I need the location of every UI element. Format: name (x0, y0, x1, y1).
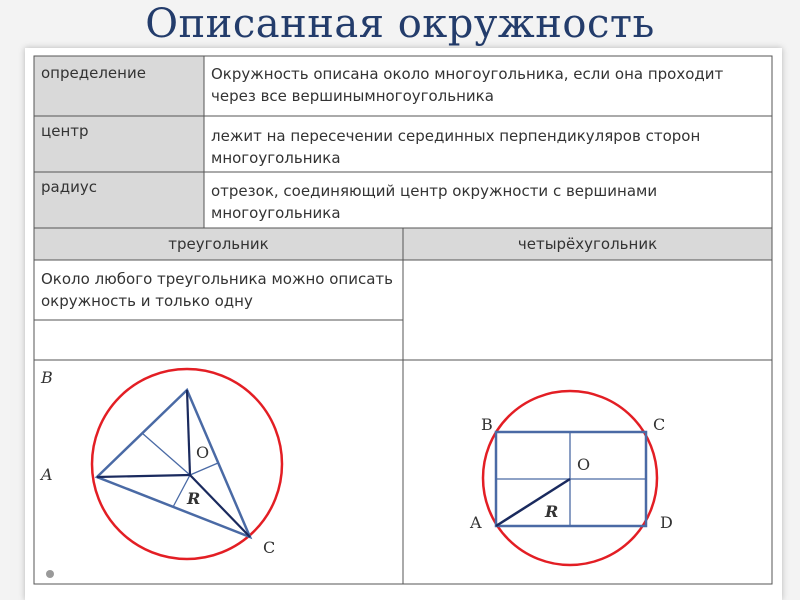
rectangle-label-b: B (481, 415, 493, 434)
row-term-definition: определение (41, 64, 146, 82)
rectangle-figure (483, 391, 657, 565)
triangle-bisector-ab (142, 433, 190, 475)
rectangle-label-d: D (660, 513, 673, 532)
column-header-quadrilateral: четырёхугольник (517, 235, 658, 253)
triangle-label-o: O (196, 443, 210, 462)
row-text-definition: Окружность описана около многоугольника, если она проходит через все вершинымногоугольника (211, 65, 724, 105)
slide-title: Описанная окружность (145, 1, 655, 47)
rectangle-label-o: O (577, 455, 591, 474)
triangle-radius-ob (187, 390, 190, 475)
triangle-label-a: A (41, 465, 53, 484)
triangle-label-r: R (187, 489, 201, 508)
triangle-abc (97, 390, 250, 537)
triangle-label-c: C (263, 538, 276, 557)
triangle-radius-oa (97, 475, 190, 477)
rectangle-label-c: C (653, 415, 666, 434)
rectangle-label-a: A (470, 513, 482, 532)
row-term-center: центр (41, 122, 89, 140)
triangle-label-b: B (41, 368, 53, 387)
triangle-statement: Около любого треугольника можно описать окружность и только одну (41, 270, 393, 310)
triangle-bisector-bc (190, 463, 218, 475)
row-text-center: лежит на пересечении серединных перпендикуляров сторон многоугольника (211, 127, 701, 167)
row-text-radius: отрезок, соединяющий центр окружности с вершинами многоугольника (211, 182, 658, 222)
column-header-triangle: треугольник (168, 235, 269, 253)
row-term-radius: радиус (41, 178, 97, 196)
rectangle-radius-oa (496, 479, 570, 526)
rectangle-label-r: R (545, 502, 559, 521)
bullet-dot (46, 570, 54, 578)
triangle-figure (92, 369, 282, 559)
